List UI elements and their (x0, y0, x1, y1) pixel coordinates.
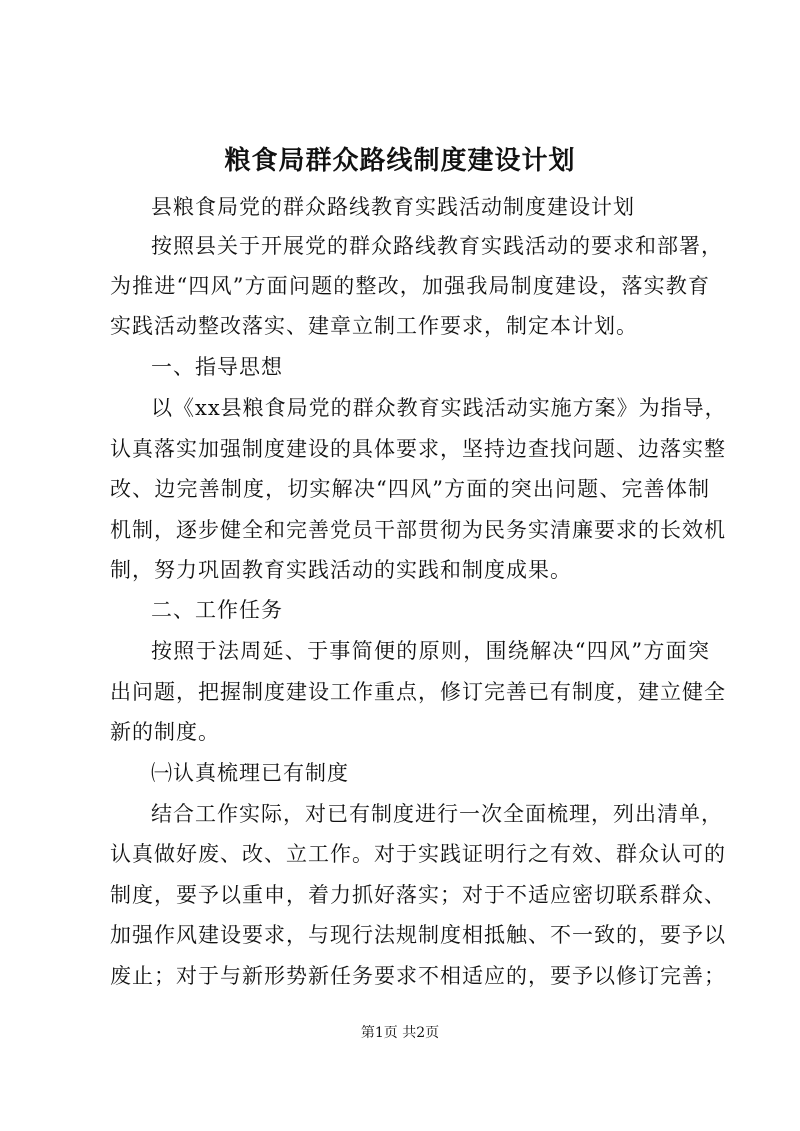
paragraph-line: 为推进“四风”方面问题的整改，加强我局制度建设，落实教育 (110, 274, 710, 298)
section-heading: 二、工作任务 (151, 598, 283, 622)
paragraph-line: 废止；对于与新形势新任务要求不相适应的，要予以修订完善； (110, 964, 726, 988)
document-title: 粮食局群众路线制度建设计划 (224, 146, 576, 176)
subsection-heading: ㈠认真梳理已有制度 (151, 761, 349, 785)
paragraph-line: 结合工作实际，对已有制度进行一次全面梳理，列出清单， (151, 802, 723, 826)
paragraph-line: 按照县关于开展党的群众路线教育实践活动的要求和部署， (151, 234, 723, 258)
paragraph-line: 认真落实加强制度建设的具体要求，坚持边查找问题、边落实整 (110, 437, 726, 461)
paragraph-line: 按照于法周延、于事简便的原则，围绕解决“四风”方面突 (151, 639, 710, 663)
section-heading: 一、指导思想 (151, 355, 283, 379)
paragraph-line: 制度，要予以重申，着力抓好落实；对于不适应密切联系群众、 (110, 883, 726, 907)
paragraph-line: 新的制度。 (110, 720, 220, 744)
paragraph-line: 机制，逐步健全和完善党员干部贯彻为民务实清廉要求的长效机 (110, 518, 726, 542)
paragraph-line: 实践活动整改落实、建章立制工作要求，制定本计划。 (110, 314, 638, 338)
paragraph-line: 制，努力巩固教育实践活动的实践和制度成果。 (110, 558, 572, 582)
subtitle-line: 县粮食局党的群众路线教育实践活动制度建设计划 (151, 195, 635, 219)
paragraph-line: 加强作风建设要求，与现行法规制度相抵触、不一致的，要予以 (110, 923, 726, 947)
page-number-footer: 第1页 共2页 (360, 1025, 440, 1041)
paragraph-line: 出问题，把握制度建设工作重点，修订完善已有制度，建立健全 (110, 680, 726, 704)
paragraph-line: 改、边完善制度，切实解决“四风”方面的突出问题、完善体制 (110, 477, 710, 501)
paragraph-line: 以《xx县粮食局党的群众教育实践活动实施方案》为指导， (151, 396, 727, 420)
paragraph-line: 认真做好废、改、立工作。对于实践证明行之有效、群众认可的 (110, 842, 726, 866)
